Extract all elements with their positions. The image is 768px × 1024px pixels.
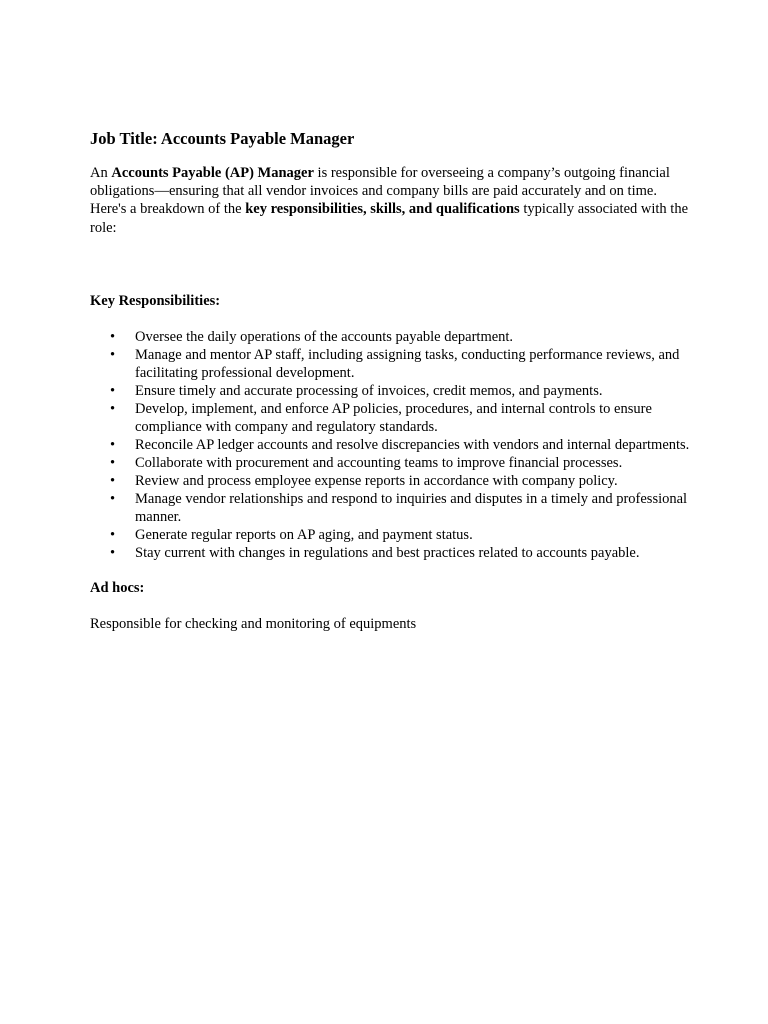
list-item xyxy=(90,526,690,544)
adhoc-text: Responsible for checking and monitoring of equipments xyxy=(90,615,417,632)
bullet-icon: • xyxy=(110,328,116,345)
bullet-icon: • xyxy=(110,526,116,543)
list-item xyxy=(90,472,690,490)
bullet-icon: • xyxy=(110,490,116,507)
page-title: Job Title: Accounts Payable Manager xyxy=(90,129,355,148)
list-item xyxy=(90,382,690,400)
intro-bold-topics: key responsibilities, skills, and qualifications xyxy=(245,201,520,218)
list-item-text: Collaborate with procurement and accounting teams to improve financial processes. xyxy=(135,454,623,471)
list-item-text: Stay current with changes in regulations and best practices related to accounts payable. xyxy=(135,544,640,561)
intro-bold-role: Accounts Payable (AP) Manager xyxy=(111,165,314,181)
bullet-icon: • xyxy=(110,382,116,399)
document-page xyxy=(90,128,690,633)
adhoc-heading: Ad hocs: xyxy=(90,579,145,596)
list-item xyxy=(90,454,690,472)
list-item xyxy=(90,436,690,454)
list-item xyxy=(90,544,690,562)
list-item-text: Develop, implement, and enforce AP policies, procedures, and internal controls to ensure compliance with company and regulatory standards. xyxy=(135,400,652,435)
responsibilities-list xyxy=(90,328,690,562)
list-item-text: Review and process employee expense reports in accordance with company policy. xyxy=(135,472,618,489)
list-item xyxy=(90,490,690,526)
list-item-text: Reconcile AP ledger accounts and resolve discrepancies with vendors and internal departments. xyxy=(135,436,690,453)
bullet-icon: • xyxy=(110,454,116,471)
bullet-icon: • xyxy=(110,436,116,453)
bullet-icon: • xyxy=(110,544,116,561)
intro-text-2: is responsible for overseeing a company’s outgoing financial obligations—ensuring that all vendor invoices and company bills are paid accurately and on time. Here's a breakdown of the xyxy=(90,165,670,218)
list-item-text: Manage vendor relationships and respond to inquiries and disputes in a timely and professional manner. xyxy=(135,490,688,525)
list-item-text: Ensure timely and accurate processing of invoices, credit memos, and payments. xyxy=(135,382,603,399)
bullet-icon: • xyxy=(110,472,116,489)
intro-paragraph xyxy=(90,164,690,237)
list-item xyxy=(90,346,690,382)
responsibilities-heading: Key Responsibilities: xyxy=(90,292,221,309)
list-item-text: Oversee the daily operations of the accounts payable department. xyxy=(135,328,514,345)
intro-text-3: typically associated with the role: xyxy=(90,201,689,236)
bullet-icon: • xyxy=(110,400,116,417)
bullet-icon: • xyxy=(110,346,116,363)
list-item-text: Generate regular reports on AP aging, and payment status. xyxy=(135,526,473,543)
list-item xyxy=(90,328,690,346)
list-item xyxy=(90,400,690,436)
list-item-text: Manage and mentor AP staff, including assigning tasks, conducting performance reviews, and facilitating professional development. xyxy=(135,346,680,381)
intro-text-1: An xyxy=(90,165,112,181)
